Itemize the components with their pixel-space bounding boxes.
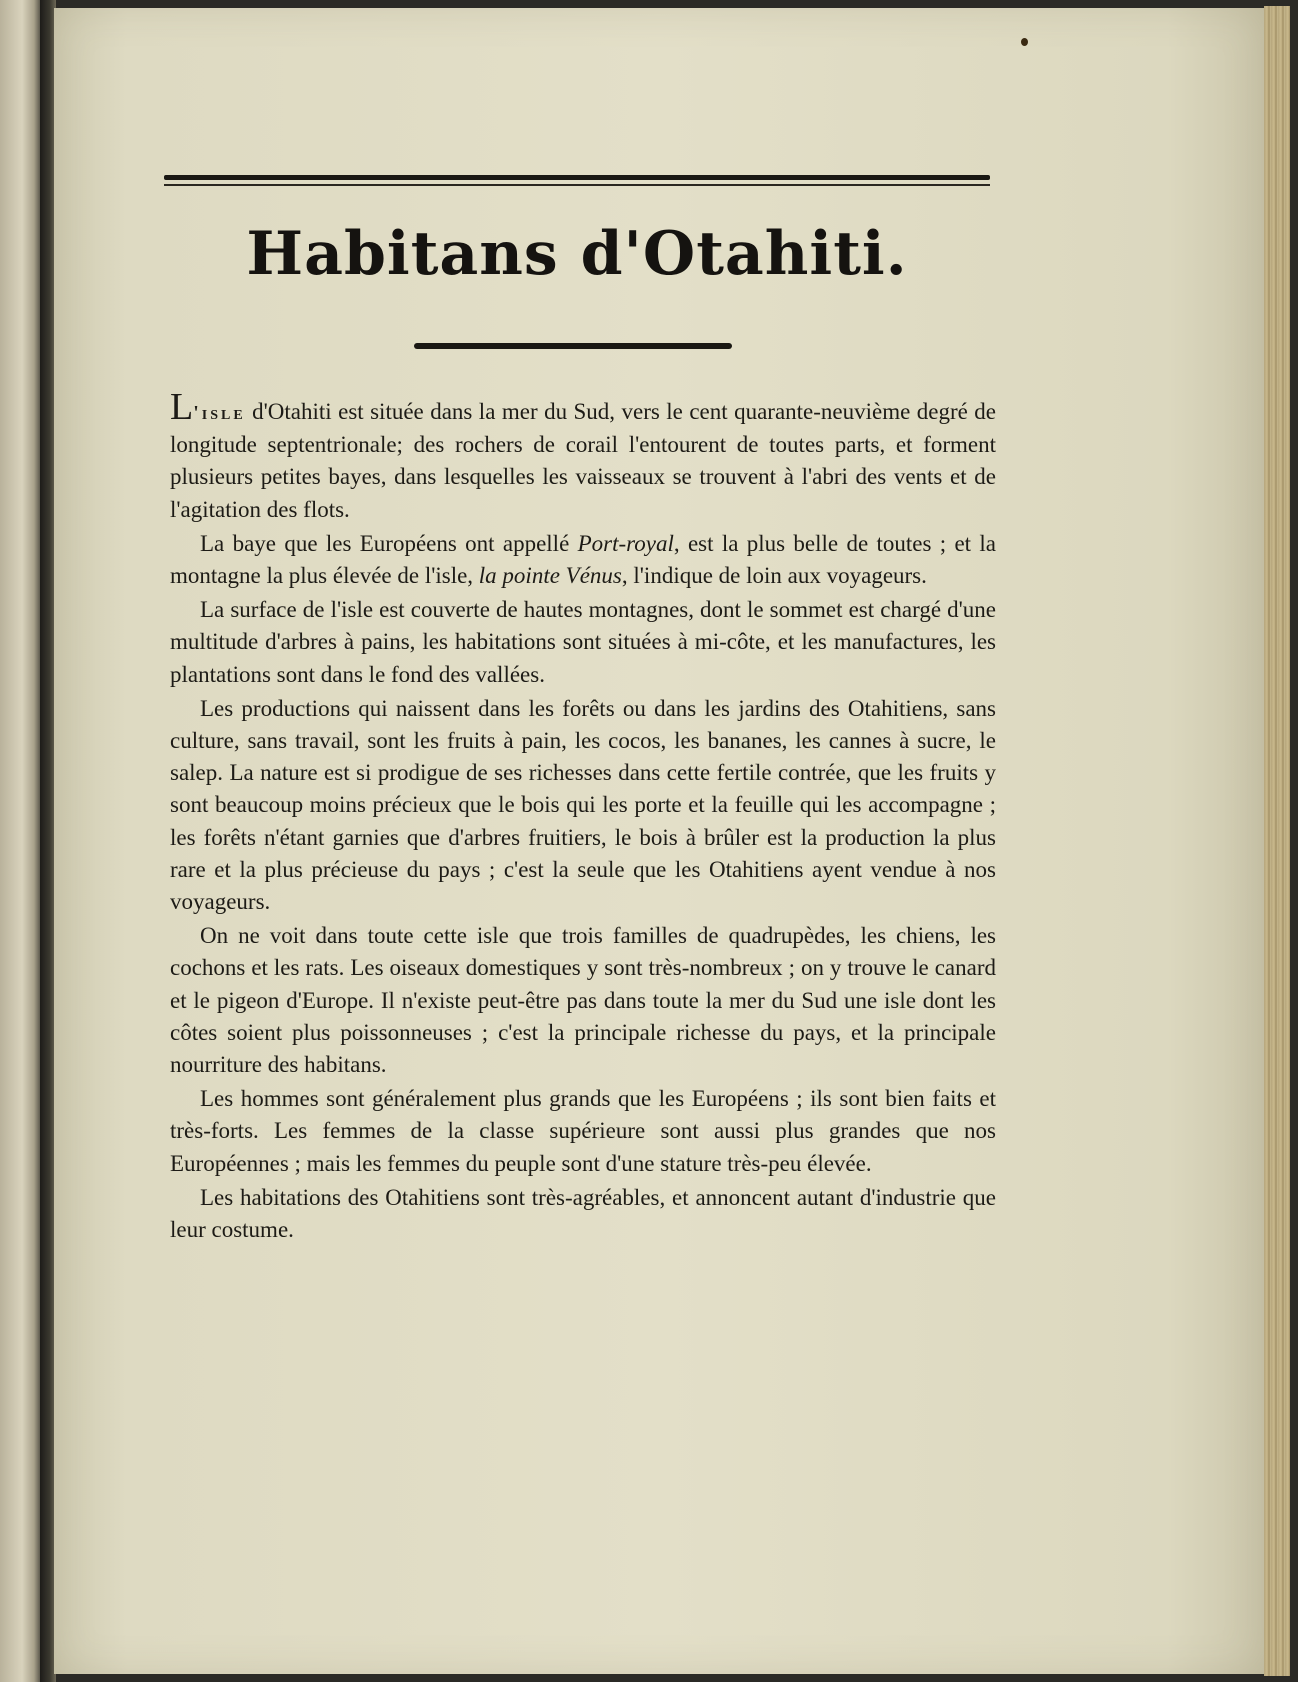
paragraph-1-text: d'Otahiti est située dans la mer du Sud, vers le cent quarante-neuvième degré de longitude septentrionale; des rochers de corail l'entourent de toutes parts, et forment plusieurs petites bayes, dans lesquelles les vaisseaux se trouvent à l'abri des vents et de l'agitation des flots.	[170, 399, 996, 522]
paragraph-3: La surface de l'isle est couverte de hautes montagnes, dont le sommet est chargé d'une multitude d'arbres à pains, les habitations sont situées à mi-côte, et les manufactures, les plantations sont dans le fond des vallées.	[170, 597, 996, 687]
port-royal-italic: Port-royal	[577, 530, 674, 556]
paragraph-1	[170, 386, 996, 526]
paragraph-2-before: La baye que les Européens ont appellé	[200, 530, 578, 556]
paragraph-4: Les productions qui naissent dans les forêts ou dans les jardins des Otahitiens, sans culture, sans travail, sont les fruits à pain, les cocos, les bananes, les cannes à sucre, le salep. La nature est si prodigue de ses richesses dans cette fertile contrée, que les fruits y sont beaucoup moins précieux que le bois qui les porte et la feuille qui les accompagne ; les forêts n'étant garnies que d'arbres fruitiers, le bois à brûler est la production la plus rare et la plus précieuse du pays ; c'est la seule que les Otahitiens ayent vendue à nos voyageurs.	[170, 695, 996, 915]
title-ornament-rule	[414, 343, 732, 349]
pointe-venus-italic: la pointe Vénus	[478, 563, 622, 589]
paragraph-2	[170, 528, 996, 592]
drop-cap: L	[170, 386, 194, 428]
paragraph-5: On ne voit dans toute cette isle que trois familles de quadrupèdes, les chiens, les cochons et les rats. Les oiseaux domestiques y sont très-nombreux ; on y trouve le canard et le pigeon d'Europe. Il n'existe peut-être pas dans toute la mer du Sud une isle dont les côtes soient plus poissonneuses ; c'est la principale richesse du pays, et la principale nourriture des habitans.	[170, 923, 996, 1078]
header-double-rule	[164, 175, 990, 189]
page-block-edge	[1264, 6, 1290, 1676]
header-rule-thin	[164, 184, 990, 186]
paragraph-2-middle: , est la plus belle de toutes ; et la montagne la plus élevée de l'isle,	[170, 530, 996, 589]
paragraph-7: Les habitations des Otahitiens sont très-agréables, et annoncent autant d'industrie que leur costume.	[170, 1184, 996, 1243]
facing-page-edge	[0, 0, 40, 1682]
opening-small-caps: 'isle	[193, 402, 246, 424]
page-title: Habitans d'Otahiti.	[246, 219, 908, 289]
paragraph-6: Les hommes sont généralement plus grands que les Européens ; ils sont bien faits et très-forts. Les femmes de la classe supérieure sont aussi plus grandes que nos Européennes ; mais les femmes du peuple sont d'une stature très-peu élevée.	[170, 1086, 996, 1176]
paragraph-2-after: , l'indique de loin aux voyageurs.	[621, 563, 927, 589]
body-text	[170, 386, 996, 1248]
ink-spot	[1021, 38, 1028, 46]
header-rule-thick	[164, 175, 990, 180]
